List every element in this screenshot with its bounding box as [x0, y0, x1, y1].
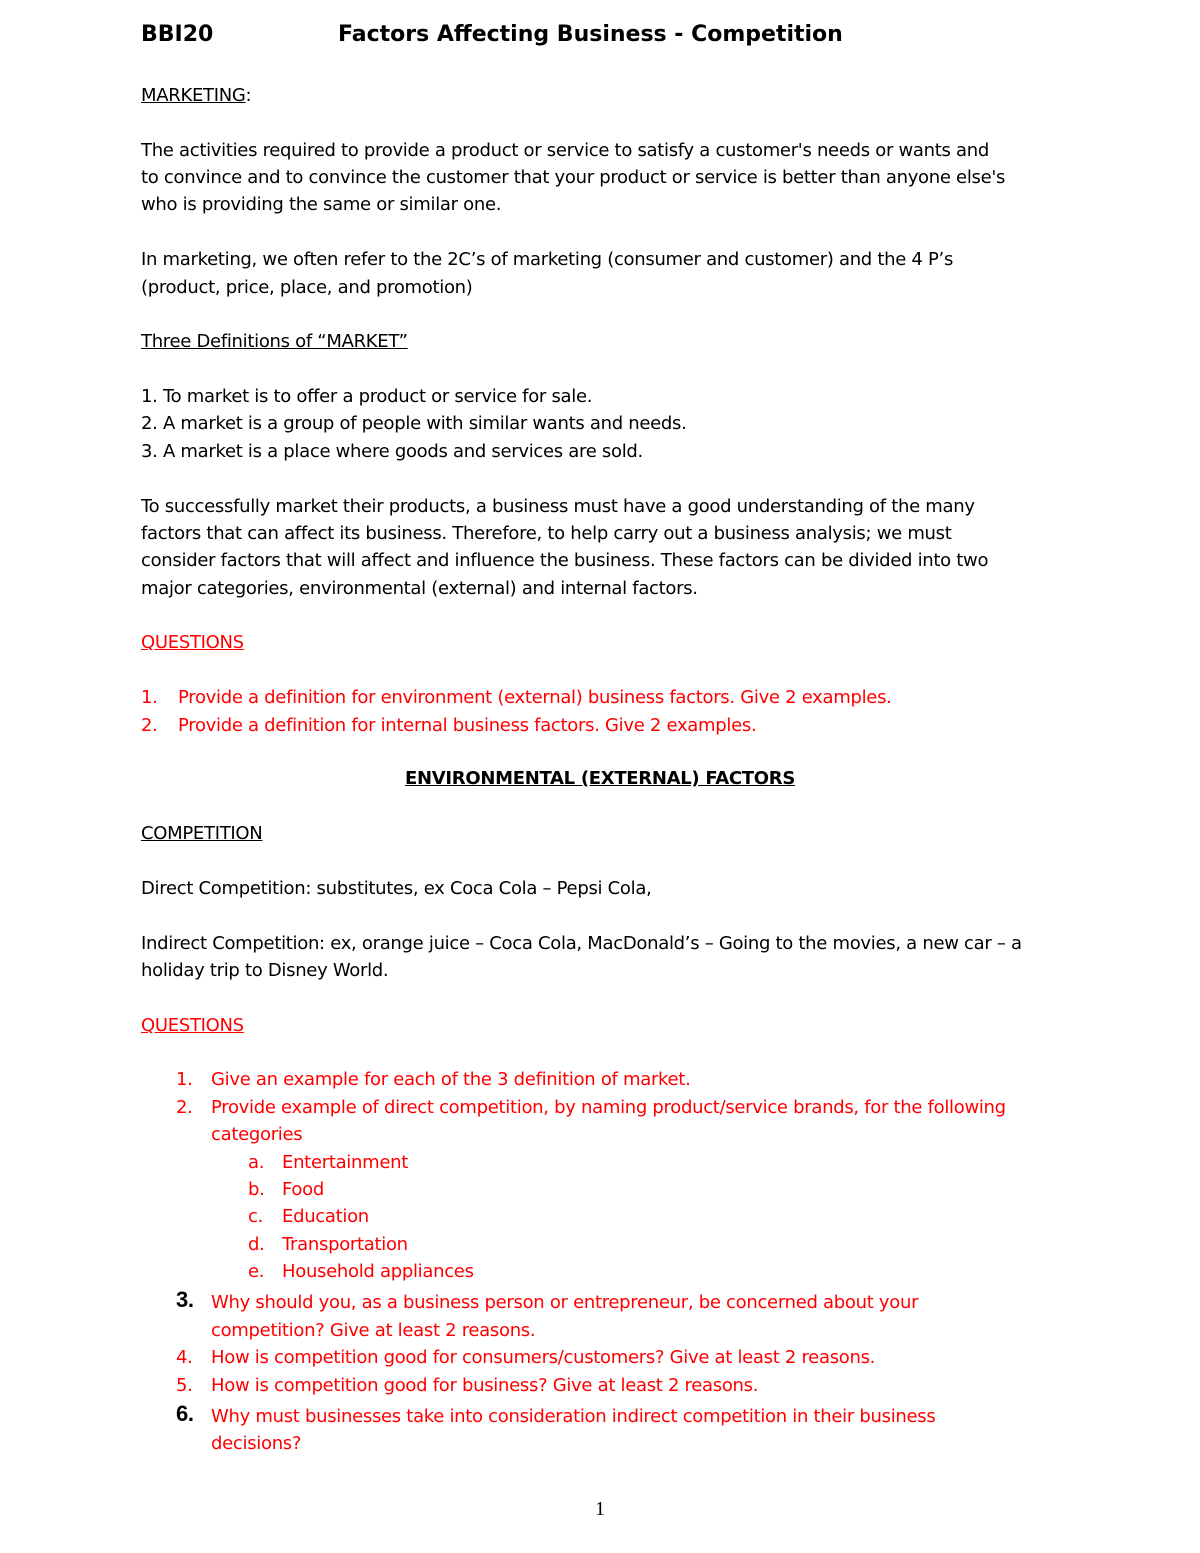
marketing-heading-line: [141, 82, 251, 109]
sub-item-letter: c.: [248, 1206, 264, 1227]
question-text: Provide a definition for environment (external) business factors. Give 2 examples.: [178, 687, 892, 708]
questions-heading-2: QUESTIONS: [141, 1015, 244, 1036]
indirect-competition-line-1: Indirect Competition: ex, orange juice – Coca Cola, MacDonald’s – Going to the movies, a new car – a: [141, 933, 1022, 954]
sub-item-letter: a.: [248, 1152, 265, 1173]
analysis-line-4: major categories, environmental (external) and internal factors.: [141, 578, 698, 599]
definition-item-1: 1. To market is to offer a product or service for sale.: [141, 386, 593, 407]
twoc-line-2: (product, price, place, and promotion): [141, 277, 473, 298]
question-number: 4.: [176, 1347, 193, 1368]
sub-item-letter: e.: [248, 1261, 265, 1282]
course-code: BBI20: [141, 22, 214, 47]
question-text: Provide a definition for internal business factors. Give 2 examples.: [178, 715, 757, 736]
page-title: Factors Affecting Business - Competition: [338, 22, 843, 47]
marketing-definition-line-3: who is providing the same or similar one.: [141, 194, 502, 215]
question-text-line-1: Why must businesses take into consideration indirect competition in their business: [211, 1406, 936, 1427]
page-number: 1: [595, 1498, 605, 1520]
direct-competition: Direct Competition: substitutes, ex Coca Cola – Pepsi Cola,: [141, 878, 652, 899]
twoc-line-1: In marketing, we often refer to the 2C’s of marketing (consumer and customer) and the 4 P’s: [141, 249, 954, 270]
questions-heading-1: QUESTIONS: [141, 632, 244, 653]
sub-item-text: Food: [282, 1179, 324, 1200]
marketing-definition-line-2: to convince and to convince the customer that your product or service is better than anyone else's: [141, 167, 1006, 188]
question-number: 1.: [176, 1069, 193, 1090]
question-text: How is competition good for business? Give at least 2 reasons.: [211, 1375, 759, 1396]
definition-item-2: 2. A market is a group of people with similar wants and needs.: [141, 413, 687, 434]
sub-item-text: Education: [282, 1206, 369, 1227]
question-text-line-1: Provide example of direct competition, by naming product/service brands, for the following: [211, 1097, 1006, 1118]
competition-heading: COMPETITION: [141, 823, 263, 844]
analysis-line-2: factors that can affect its business. Therefore, to help carry out a business analysis; we must: [141, 523, 952, 544]
marketing-definition-line-1: The activities required to provide a product or service to satisfy a customer's needs or wants and: [141, 140, 989, 161]
question-number: 5.: [176, 1375, 193, 1396]
marketing-heading-colon: :: [245, 85, 252, 106]
environmental-factors-heading: ENVIRONMENTAL (EXTERNAL) FACTORS: [404, 768, 795, 789]
definitions-heading: Three Definitions of “MARKET”: [141, 331, 408, 352]
question2-item-6-continued: decisions?: [211, 1433, 302, 1454]
question-number: 6.: [176, 1401, 194, 1426]
sub-item-letter: d.: [248, 1234, 265, 1255]
question2-item-3-continued: competition? Give at least 2 reasons.: [211, 1320, 536, 1341]
analysis-line-1: To successfully market their products, a business must have a good understanding of the many: [141, 496, 975, 517]
question-text: How is competition good for consumers/customers? Give at least 2 reasons.: [211, 1347, 876, 1368]
sub-item-text: Household appliances: [282, 1261, 474, 1282]
question2-item-2-continued: categories: [211, 1124, 303, 1145]
marketing-heading: MARKETING: [141, 85, 246, 106]
sub-item-text: Transportation: [282, 1234, 408, 1255]
question-number: 2.: [141, 715, 158, 736]
analysis-line-3: consider factors that will affect and influence the business. These factors can be divided into two: [141, 550, 989, 571]
question-number: 1.: [141, 687, 158, 708]
sub-item-text: Entertainment: [282, 1152, 408, 1173]
question-text: Give an example for each of the 3 definition of market.: [211, 1069, 691, 1090]
sub-item-letter: b.: [248, 1179, 265, 1200]
question-text-line-1: Why should you, as a business person or entrepreneur, be concerned about your: [211, 1292, 919, 1313]
question-number: 3.: [176, 1287, 194, 1312]
definition-item-3: 3. A market is a place where goods and services are sold.: [141, 441, 643, 462]
indirect-competition-line-2: holiday trip to Disney World.: [141, 960, 389, 981]
question-number: 2.: [176, 1097, 193, 1118]
